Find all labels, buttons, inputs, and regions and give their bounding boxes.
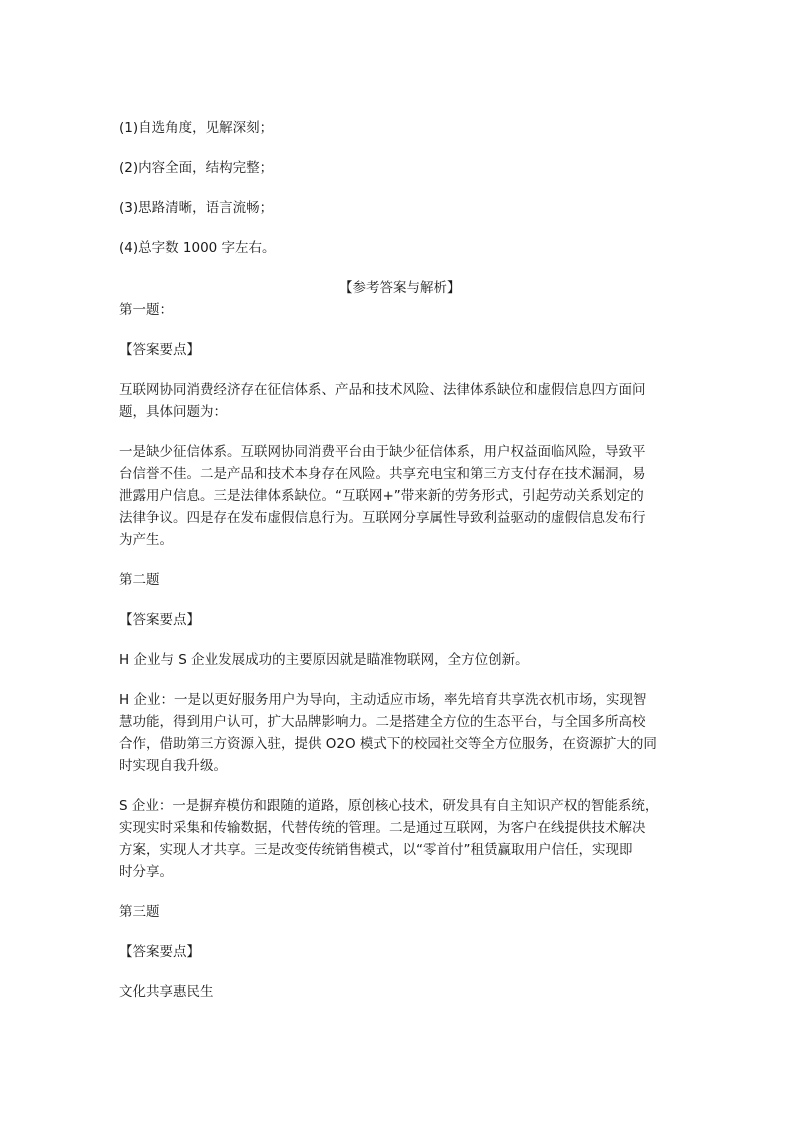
q2-h-line: 时实现自我升级。 (119, 758, 227, 774)
q1-summary-line: 互联网协同消费经济存在征信体系、产品和技术风险、法律体系缺位和虚假信息四方面问 (119, 382, 646, 398)
q1-points-heading: 【答案要点】 (119, 342, 200, 358)
q2-title: 第二题 (119, 572, 160, 588)
q3-points-heading: 【答案要点】 (119, 944, 200, 960)
q1-summary-line: 题，具体问题为： (119, 404, 227, 420)
requirement-item: (2)内容全面，结构完整； (119, 160, 274, 176)
requirement-item: (4)总字数 1000 字左右。 (119, 240, 276, 256)
q2-s-line: 时分享。 (119, 864, 173, 880)
q1-detail-line: 为产生。 (119, 532, 173, 548)
q1-detail-line: 法律争议。四是存在发布虚假信息行为。互联网分享属性导致利益驱动的虚假信息发布行 (119, 510, 646, 526)
q2-h-line: 合作，借助第三方资源入驻，提供 O2O 模式下的校园社交等全方位服务，在资源扩大的同 (119, 736, 657, 752)
document-content (119, 117, 679, 1003)
requirement-item: (3)思路清晰，语言流畅； (119, 200, 274, 216)
q1-detail-line: 一是缺少征信体系。互联网协同消费平台由于缺少征信体系，用户权益面临风险，导致平 (119, 444, 646, 460)
q2-s-line: S 企业：一是摒弃模仿和跟随的道路，原创核心技术，研发具有自主知识产权的智能系统， (119, 798, 659, 814)
q1-detail-line: 台信誉不佳。二是产品和技术本身存在风险。共享充电宝和第三方支付存在技术漏洞，易 (119, 466, 646, 482)
q2-summary: H 企业与 S 企业发展成功的主要原因就是瞄准物联网，全方位创新。 (119, 652, 529, 668)
q2-s-line: 实现实时采集和传输数据，代替传统的管理。二是通过互联网，为客户在线提供技术解决 (119, 820, 646, 836)
q3-title: 第三题 (119, 904, 160, 920)
q2-h-line: 慧功能，得到用户认可，扩大品牌影响力。二是搭建全方位的生态平台，与全国多所高校 (119, 714, 646, 730)
q1-title: 第一题： (119, 302, 173, 318)
q3-summary: 文化共享惠民生 (119, 984, 214, 1000)
q2-h-line: H 企业：一是以更好服务用户为导向，主动适应市场，率先培育共享洗衣机市场，实现智 (119, 692, 647, 708)
q1-detail-line: 泄露用户信息。三是法律体系缺位。“互联网+”带来新的劳务形式，引起劳动关系划定的 (119, 488, 644, 504)
requirement-item: (1)自选角度，见解深刻； (119, 120, 274, 136)
q2-s-line: 方案，实现人才共享。三是改变传统销售模式，以“零首付”租赁赢取用户信任，实现即 (119, 842, 633, 858)
section-title: 【参考答案与解析】 (339, 280, 461, 296)
q2-points-heading: 【答案要点】 (119, 612, 200, 628)
